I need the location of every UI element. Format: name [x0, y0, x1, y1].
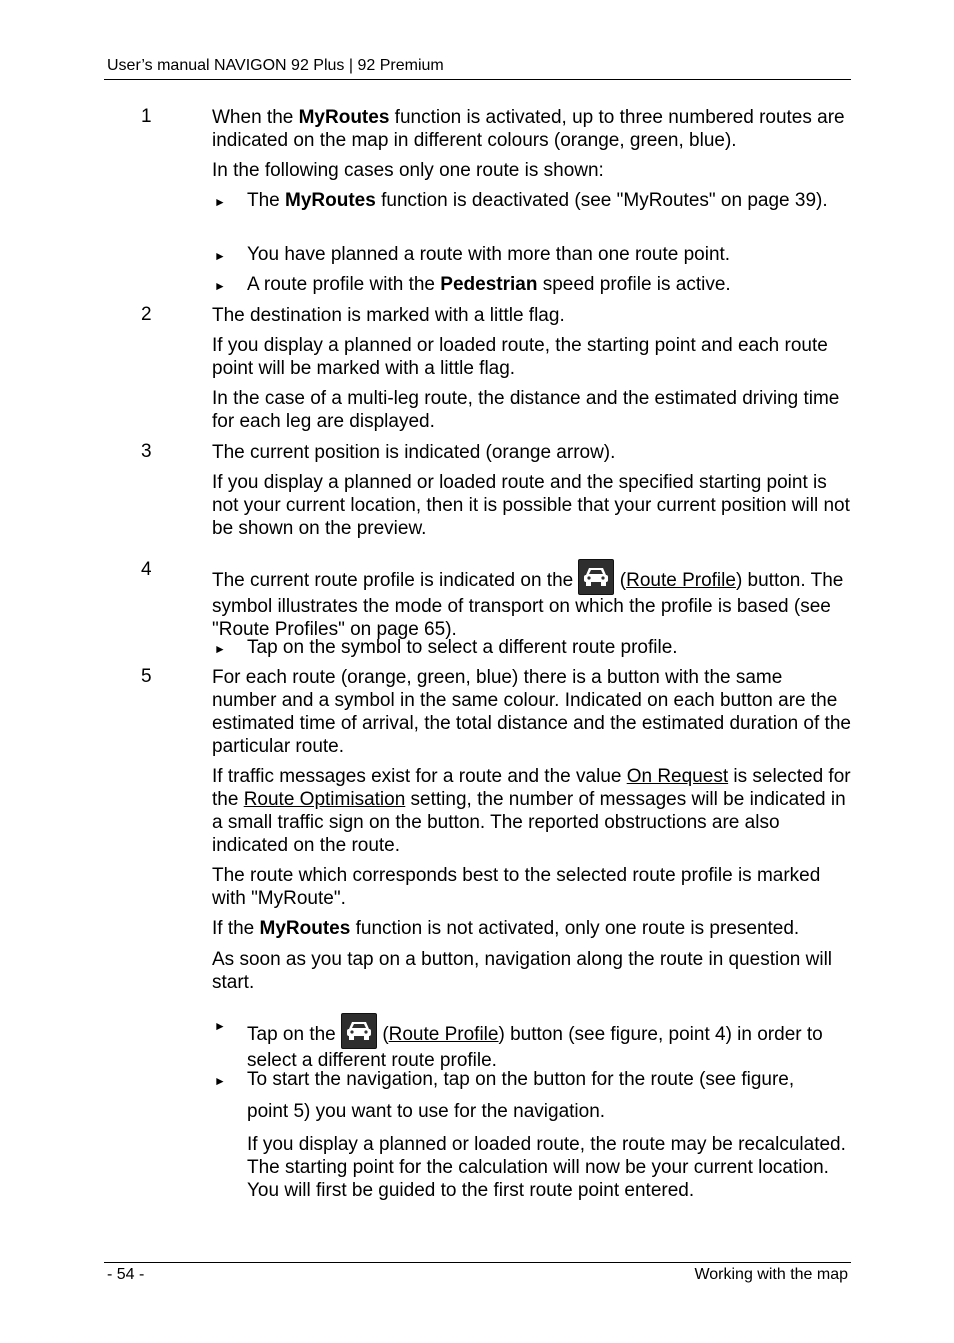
footer-rule: [104, 1262, 851, 1263]
section-title: Working with the map: [694, 1266, 848, 1283]
bullet-arrow-icon: ►: [214, 1074, 226, 1088]
route-profile-link[interactable]: Route Profile: [388, 1024, 499, 1045]
route-optimisation-link[interactable]: Route Optimisation: [243, 789, 406, 810]
item-number: 4: [141, 559, 152, 580]
paragraph: In the following cases only one route is shown:: [212, 160, 604, 181]
paragraph: The current route profile is indicated on the (Route Profile) button. The symbol illustrates the mode of transport on which the profile is based (see "Route Profiles" on page 65).: [212, 559, 852, 641]
bullet-item: A route profile with the Pedestrian speed profile is active.: [247, 274, 731, 295]
paragraph: When the MyRoutes function is activated, up to three numbered routes are indicated on the map in different colours (orange, green, blue).: [212, 107, 845, 151]
paragraph: The route which corresponds best to the selected route profile is marked with "MyRoute".: [212, 865, 821, 909]
on-request-link[interactable]: On Request: [626, 766, 729, 787]
bullet-item: You have planned a route with more than one route point.: [247, 244, 731, 265]
bullet-arrow-icon: ►: [214, 1019, 226, 1033]
paragraph: If you display a planned or loaded route, the route may be recalculated. The starting point for the calculation will now be your current location. You will first be guided to the first route point entered.: [247, 1134, 846, 1201]
paragraph: If you display a planned or loaded route and the specified starting point is not your current location, then it is possible that your current position will not be shown on the preview.: [212, 472, 850, 539]
bullet-item: Tap on the symbol to select a different route profile.: [247, 637, 678, 658]
paragraph: In the case of a multi-leg route, the distance and the estimated driving time for each leg are displayed.: [212, 388, 840, 432]
bullet-item: The MyRoutes function is deactivated (see "MyRoutes" on page 39).: [247, 190, 828, 211]
paragraph: If the MyRoutes function is not activated, only one route is presented.: [212, 918, 800, 939]
paragraph: The current position is indicated (orange arrow).: [212, 442, 616, 463]
car-icon[interactable]: [578, 559, 614, 595]
bullet-arrow-icon: ►: [214, 642, 226, 656]
paragraph: As soon as you tap on a button, navigation along the route in question will start.: [212, 949, 833, 993]
item-number: 5: [141, 666, 152, 687]
car-icon[interactable]: [341, 1013, 377, 1049]
bullet-item: Tap on the (Route Profile) button (see figure, point 4) in order to select a different route profile.: [247, 1013, 852, 1072]
page-number: - 54 -: [107, 1266, 145, 1283]
item-number: 3: [141, 441, 152, 462]
paragraph: For each route (orange, green, blue) there is a button with the same number and a symbol in the same colour. Indicated on each button are the estimated time of arrival, the total distance and the estimated duration of the particular route.: [212, 667, 851, 757]
bullet-arrow-icon: ►: [214, 249, 226, 263]
route-profile-link[interactable]: Route Profile: [626, 570, 736, 591]
header-rule: [104, 79, 851, 80]
item-number: 2: [141, 304, 152, 325]
bullet-arrow-icon: ►: [214, 195, 226, 209]
paragraph: The destination is marked with a little flag.: [212, 305, 565, 326]
bullet-item-continuation: point 5) you want to use for the navigation.: [247, 1101, 606, 1122]
bullet-item: To start the navigation, tap on the button for the route (see figure,: [247, 1069, 795, 1090]
paragraph: If traffic messages exist for a route and the value On Request is selected for the Route Optimisation setting, the number of messages will be indicated in a small traffic sign on the button. The reported obstructions are also indicated on the route.: [212, 766, 851, 856]
bullet-arrow-icon: ►: [214, 279, 226, 293]
item-number: 1: [141, 106, 152, 127]
paragraph: If you display a planned or loaded route, the starting point and each route point will be marked with a little flag.: [212, 335, 828, 379]
page-header: User’s manual NAVIGON 92 Plus | 92 Premium: [107, 57, 444, 74]
